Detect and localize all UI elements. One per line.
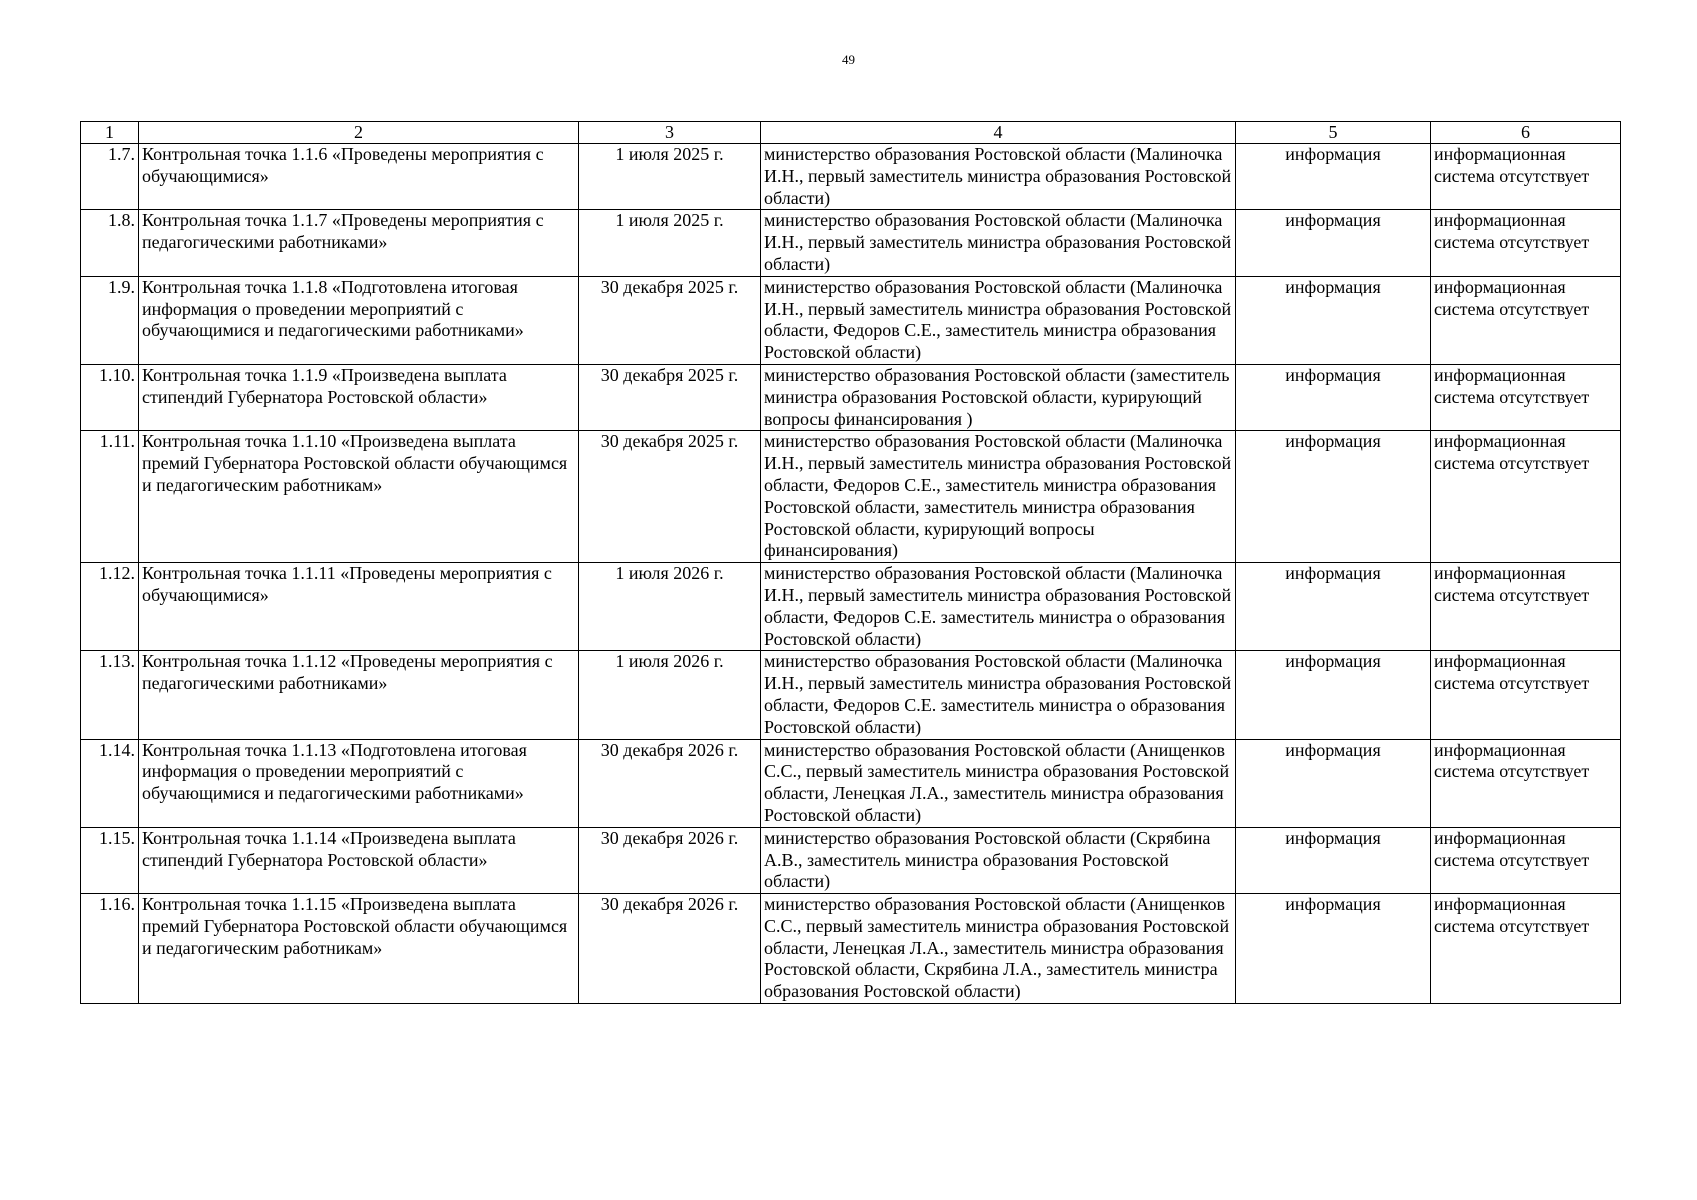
- table-row: [81, 431, 1621, 563]
- document-type: информация: [1236, 144, 1431, 210]
- header-col-4: 4: [761, 122, 1236, 144]
- row-number: 1.8.: [81, 210, 139, 276]
- information-system: информационная система отсутствует: [1431, 894, 1621, 1004]
- responsible-executor: министерство образования Ростовской области (Анищенков С.С., первый заместитель министра образования Ростовской области, Ленецкая Л.А., заместитель министра образования Ростовской области): [761, 739, 1236, 827]
- table-body: [81, 144, 1621, 1004]
- document-type: информация: [1236, 210, 1431, 276]
- row-number: 1.12.: [81, 563, 139, 651]
- deadline-date: 1 июля 2026 г.: [579, 563, 761, 651]
- information-system: информационная система отсутствует: [1431, 431, 1621, 563]
- table-row: [81, 210, 1621, 276]
- information-system: информационная система отсутствует: [1431, 739, 1621, 827]
- row-number: 1.10.: [81, 364, 139, 430]
- deadline-date: 30 декабря 2026 г.: [579, 739, 761, 827]
- table-row: [81, 276, 1621, 364]
- control-point-name: Контрольная точка 1.1.7 «Проведены мероприятия с педагогическими работниками»: [139, 210, 579, 276]
- document-type: информация: [1236, 431, 1431, 563]
- document-type: информация: [1236, 827, 1431, 893]
- information-system: информационная система отсутствует: [1431, 364, 1621, 430]
- row-number: 1.16.: [81, 894, 139, 1004]
- responsible-executor: министерство образования Ростовской области (Малиночка И.Н., первый заместитель министра образования Ростовской области, Федоров С.Е. заместитель министра о образования Ростовской области): [761, 563, 1236, 651]
- row-number: 1.7.: [81, 144, 139, 210]
- deadline-date: 30 декабря 2026 г.: [579, 827, 761, 893]
- row-number: 1.9.: [81, 276, 139, 364]
- responsible-executor: министерство образования Ростовской области (Скрябина А.В., заместитель министра образования Ростовской области): [761, 827, 1236, 893]
- control-point-name: Контрольная точка 1.1.15 «Произведена выплата премий Губернатора Ростовской области обучающимся и педагогическим работникам»: [139, 894, 579, 1004]
- control-point-name: Контрольная точка 1.1.9 «Произведена выплата стипендий Губернатора Ростовской области»: [139, 364, 579, 430]
- deadline-date: 30 декабря 2025 г.: [579, 431, 761, 563]
- row-number: 1.15.: [81, 827, 139, 893]
- deadline-date: 30 декабря 2025 г.: [579, 276, 761, 364]
- responsible-executor: министерство образования Ростовской области (Малиночка И.Н., первый заместитель министра образования Ростовской области, Федоров С.Е., заместитель министра образования Ростовской области, заместитель министра образования Ростовской области, курирующий вопросы финансирования): [761, 431, 1236, 563]
- table-row: [81, 827, 1621, 893]
- header-col-3: 3: [579, 122, 761, 144]
- information-system: информационная система отсутствует: [1431, 563, 1621, 651]
- information-system: информационная система отсутствует: [1431, 276, 1621, 364]
- responsible-executor: министерство образования Ростовской области (Анищенков С.С., первый заместитель министра образования Ростовской области, Ленецкая Л.А., заместитель министра образования Ростовской области, Скрябина Л.А., заместитель министра образования Ростовской области): [761, 894, 1236, 1004]
- control-points-table: [80, 121, 1621, 1004]
- table-row: [81, 364, 1621, 430]
- row-number: 1.14.: [81, 739, 139, 827]
- table-header: [81, 122, 1621, 144]
- header-col-5: 5: [1236, 122, 1431, 144]
- deadline-date: 1 июля 2025 г.: [579, 144, 761, 210]
- document-type: информация: [1236, 894, 1431, 1004]
- responsible-executor: министерство образования Ростовской области (Малиночка И.Н., первый заместитель министра образования Ростовской области): [761, 144, 1236, 210]
- control-point-name: Контрольная точка 1.1.8 «Подготовлена итоговая информация о проведении мероприятий с обучающимися и педагогическими работниками»: [139, 276, 579, 364]
- document-type: информация: [1236, 563, 1431, 651]
- table-row: [81, 144, 1621, 210]
- control-point-name: Контрольная точка 1.1.13 «Подготовлена итоговая информация о проведении мероприятий с обучающимися и педагогическими работниками»: [139, 739, 579, 827]
- page-number: 49: [842, 52, 855, 67]
- document-type: информация: [1236, 651, 1431, 739]
- deadline-date: 30 декабря 2025 г.: [579, 364, 761, 430]
- responsible-executor: министерство образования Ростовской области (Малиночка И.Н., первый заместитель министра образования Ростовской области): [761, 210, 1236, 276]
- deadline-date: 30 декабря 2026 г.: [579, 894, 761, 1004]
- table-row: [81, 894, 1621, 1004]
- responsible-executor: министерство образования Ростовской области (заместитель министра образования Ростовской области, курирующий вопросы финансирования ): [761, 364, 1236, 430]
- responsible-executor: министерство образования Ростовской области (Малиночка И.Н., первый заместитель министра образования Ростовской области, Федоров С.Е., заместитель министра образования Ростовской области): [761, 276, 1236, 364]
- header-col-6: 6: [1431, 122, 1621, 144]
- document-type: информация: [1236, 276, 1431, 364]
- control-point-name: Контрольная точка 1.1.11 «Проведены мероприятия с обучающимися»: [139, 563, 579, 651]
- document-type: информация: [1236, 364, 1431, 430]
- information-system: информационная система отсутствует: [1431, 210, 1621, 276]
- control-point-name: Контрольная точка 1.1.14 «Произведена выплата стипендий Губернатора Ростовской области»: [139, 827, 579, 893]
- header-col-1: 1: [81, 122, 139, 144]
- control-point-name: Контрольная точка 1.1.10 «Произведена выплата премий Губернатора Ростовской области обучающимся и педагогическим работникам»: [139, 431, 579, 563]
- control-point-name: Контрольная точка 1.1.6 «Проведены мероприятия с обучающимися»: [139, 144, 579, 210]
- document-type: информация: [1236, 739, 1431, 827]
- table-row: [81, 651, 1621, 739]
- information-system: информационная система отсутствует: [1431, 827, 1621, 893]
- deadline-date: 1 июля 2026 г.: [579, 651, 761, 739]
- responsible-executor: министерство образования Ростовской области (Малиночка И.Н., первый заместитель министра образования Ростовской области, Федоров С.Е. заместитель министра о образования Ростовской области): [761, 651, 1236, 739]
- deadline-date: 1 июля 2025 г.: [579, 210, 761, 276]
- table-row: [81, 563, 1621, 651]
- header-col-2: 2: [139, 122, 579, 144]
- header-row: [81, 122, 1621, 144]
- row-number: 1.11.: [81, 431, 139, 563]
- table-row: [81, 739, 1621, 827]
- information-system: информационная система отсутствует: [1431, 144, 1621, 210]
- row-number: 1.13.: [81, 651, 139, 739]
- information-system: информационная система отсутствует: [1431, 651, 1621, 739]
- control-point-name: Контрольная точка 1.1.12 «Проведены мероприятия с педагогическими работниками»: [139, 651, 579, 739]
